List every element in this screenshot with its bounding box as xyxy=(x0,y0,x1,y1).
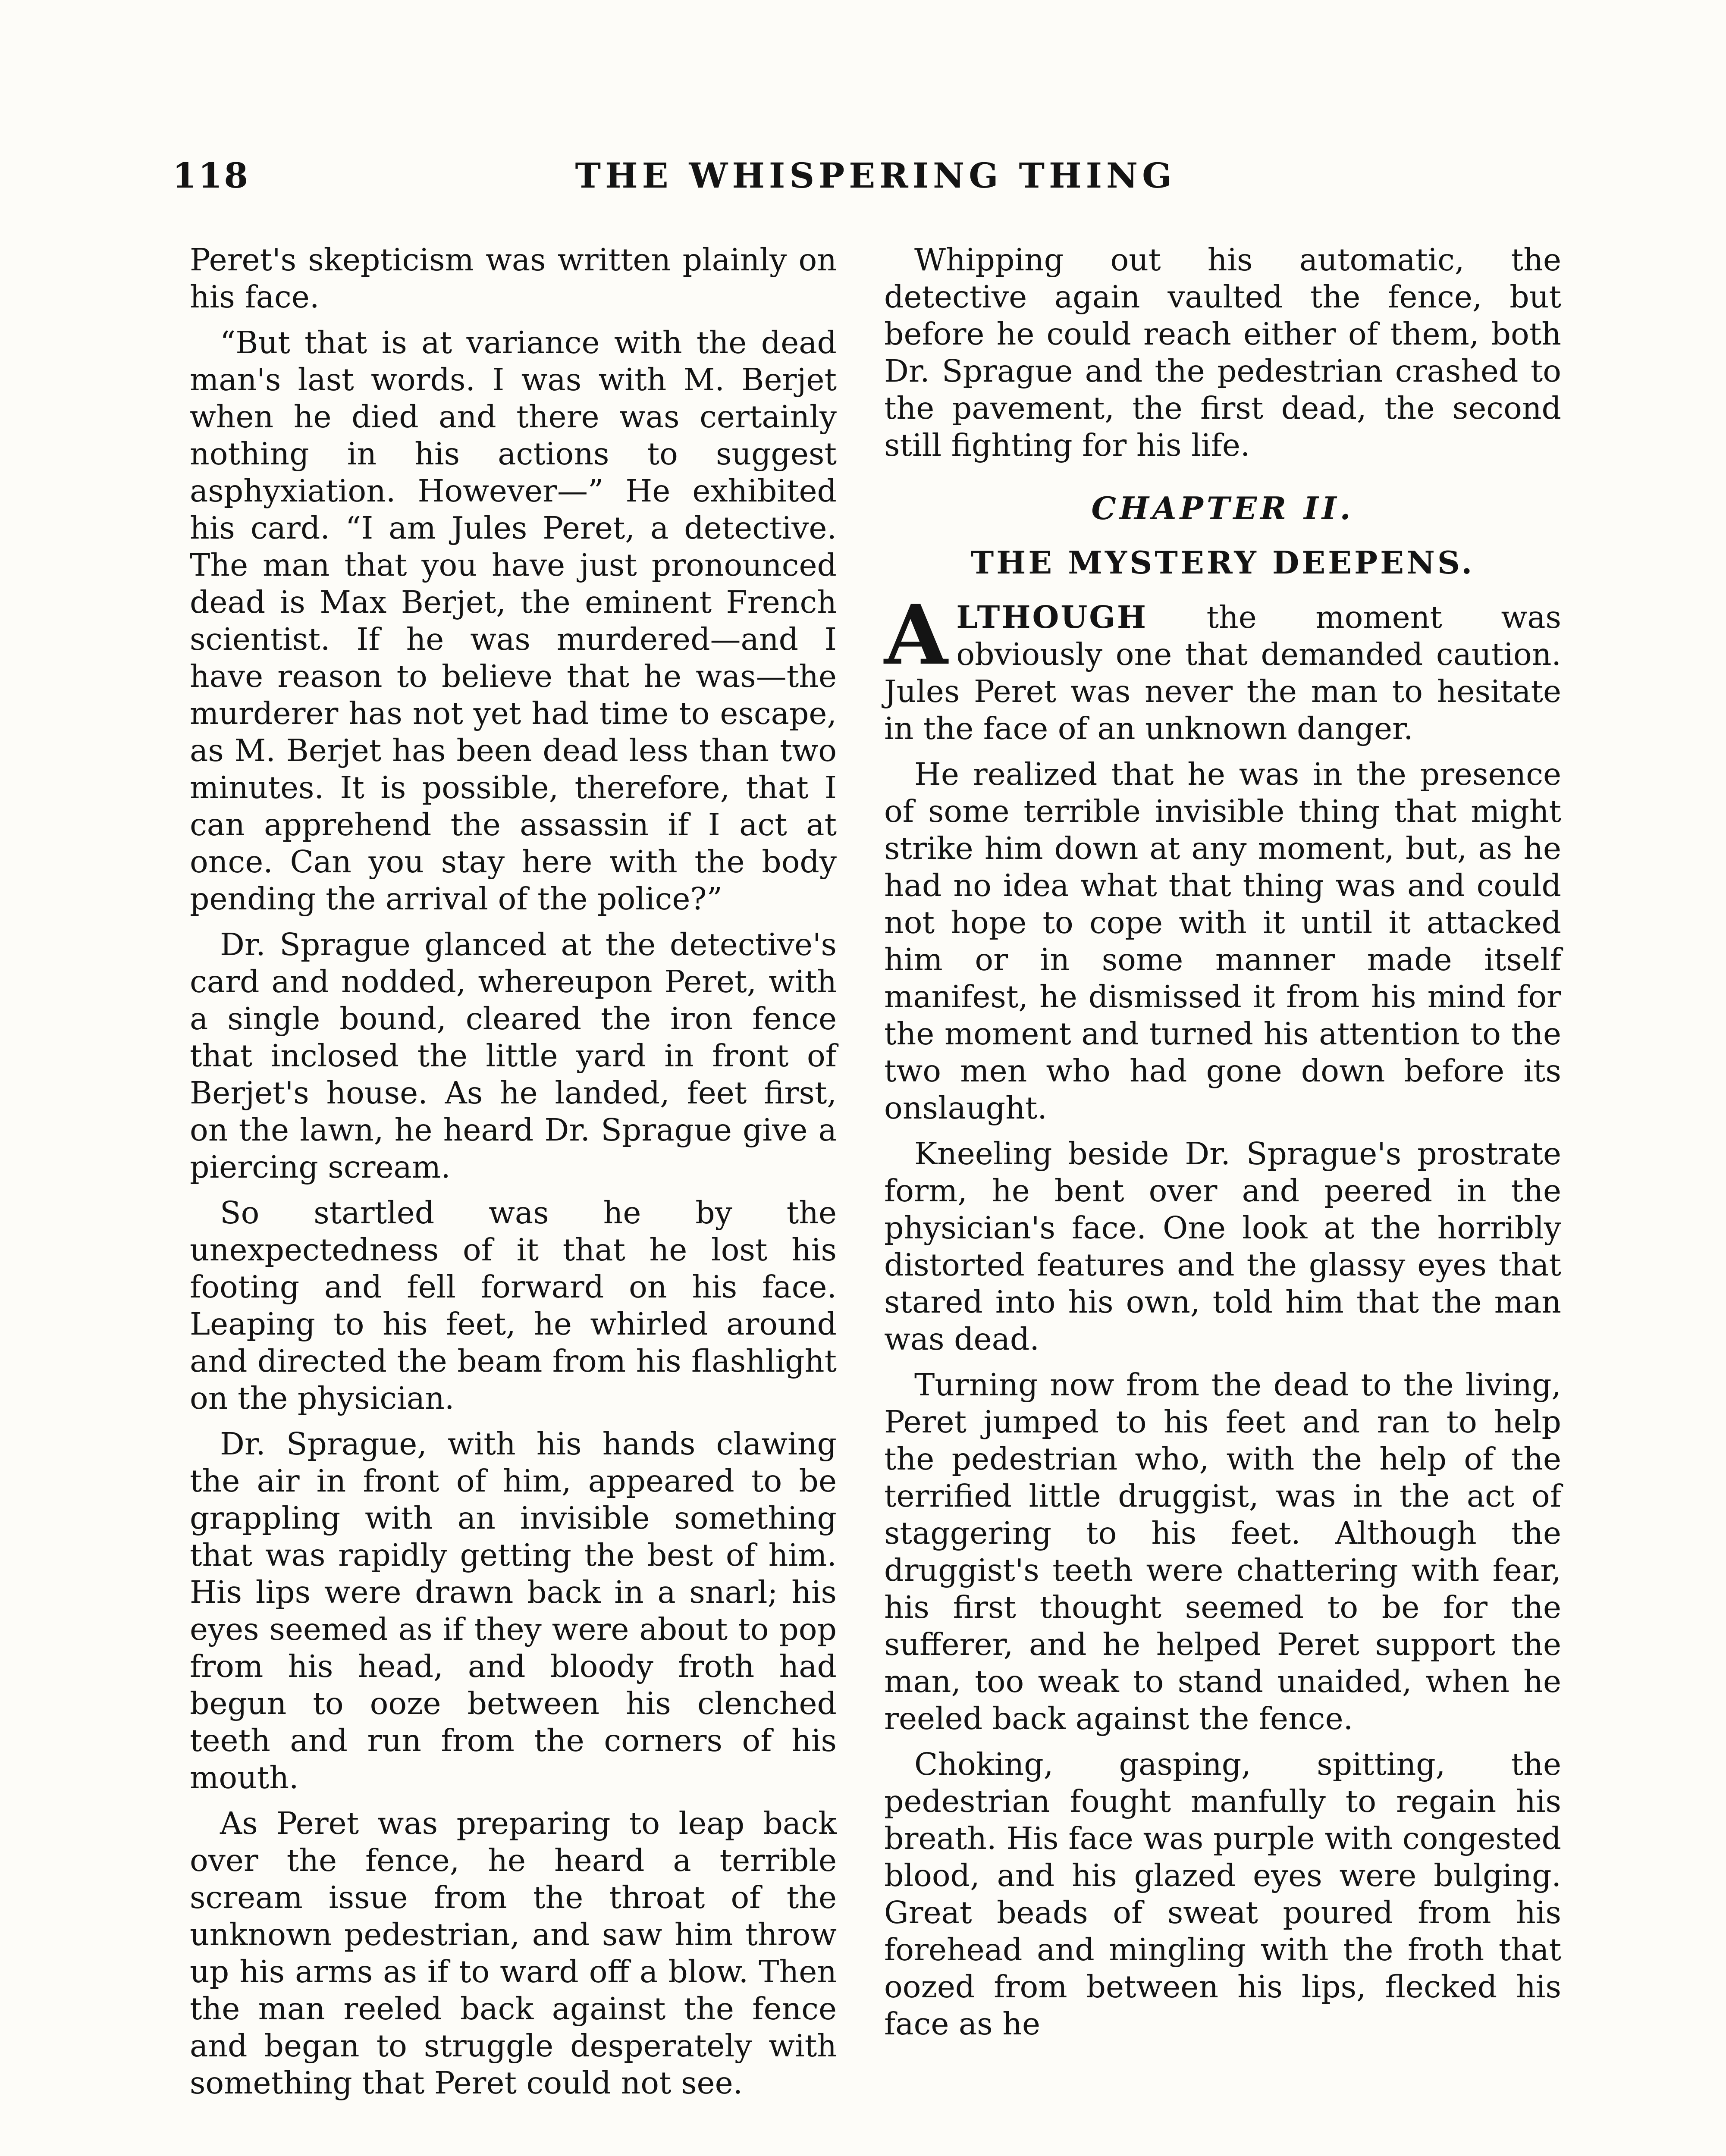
paragraph: Dr. Sprague glanced at the detective's card and nodded, whereupon Peret, with a single bound, cleared the iron fence that inclosed the little yard in front of Berjet's house. As he landed, feet first, on the lawn, he heard Dr. Sprague give a piercing scream. xyxy=(190,927,837,1185)
paragraph: Choking, gasping, spitting, the pedestrian fought manfully to regain his breath. His face was purple with congested blood, and his glazed eyes were bulging. Great beads of sweat poured from his forehead and mingling with the froth that oozed from between his lips, flecked his face as he xyxy=(884,1746,1561,2042)
paragraph: Kneeling beside Dr. Sprague's prostrate form, he bent over and peered in the physician's face. One look at the horribly distorted features and the glassy eyes that stared into his own, told him that the man was dead. xyxy=(884,1136,1561,1357)
paragraph: Whipping out his automatic, the detective again vaulted the fence, but before he could reach either of them, both Dr. Sprague and the pedestrian crashed to the pavement, the first dead, the second still fighting for his life. xyxy=(884,242,1561,463)
chapter-opening-paragraph xyxy=(884,587,1561,747)
page-header xyxy=(173,155,1579,207)
running-title: THE WHISPERING THING xyxy=(575,155,1176,196)
left-column xyxy=(190,241,837,2110)
drop-cap: A xyxy=(884,587,948,683)
paragraph: As Peret was preparing to leap back over the fence, he heard a terrible scream issue from the throat of the unknown pedestrian, and saw him throw up his arms as if to ward off a blow. Then the man reeled back against the fence and began to struggle desperately with something that Peret could not see. xyxy=(190,1805,837,2101)
paragraph: Dr. Sprague, with his hands clawing the air in front of him, appeared to be grappling with an invisible something that was rapidly getting the best of him. His lips were drawn back in a snarl; his eyes seemed as if they were about to pop from his head, and bloody froth had begun to ooze between his clenched teeth and run from the corners of his mouth. xyxy=(190,1426,837,1796)
lead-caps: LTHOUGH xyxy=(956,599,1148,635)
right-column xyxy=(884,241,1561,2051)
chapter-number: CHAPTER II. xyxy=(1091,490,1354,526)
chapter-title: THE MYSTERY DEEPENS. xyxy=(970,544,1475,581)
page-number: 118 xyxy=(173,155,250,196)
paragraph: So startled was he by the unexpectedness of it that he lost his footing and fell forward on his face. Leaping to his feet, he whirled around and directed the beam from his flashlight on the physician. xyxy=(190,1195,837,1416)
paragraph: “But that is at variance with the dead man's last words. I was with M. Berjet when he died and there was certainly nothing in his actions to suggest asphyxiation. However—” He exhibited his card. “I am Jules Peret, a detective. The man that you have just pronounced dead is Max Berjet, the eminent French scientist. If he was murdered—and I have reason to believe that he was—the murderer has not yet had time to escape, as M. Berjet has been dead less than two minutes. It is possible, therefore, that I can apprehend the assassin if I act at once. Can you stay here with the body pending the arrival of the police?” xyxy=(190,325,837,917)
paragraph: Turning now from the dead to the living, Peret jumped to his feet and ran to help the pedestrian who, with the help of the terrified little druggist, was in the act of staggering to his feet. Although the druggist's teeth were chattering with fear, his first thought seemed to be for the sufferer, and he helped Peret support the man, too weak to stand unaided, when he reeled back against the fence. xyxy=(884,1367,1561,1736)
paragraph-text: the moment was obviously one that demanded caution. Jules Peret was never the man to hesitate in the face of an unknown danger. xyxy=(884,599,1561,746)
paragraph: He realized that he was in the presence of some terrible invisible thing that might strike him down at any moment, but, as he had no idea what that thing was and could not hope to cope with it until it attacked him or in some manner made itself manifest, he dismissed it from his mind for the moment and turned his attention to the two men who had gone down before its onslaught. xyxy=(884,756,1561,1126)
paragraph: Peret's skepticism was written plainly on his face. xyxy=(190,242,837,315)
